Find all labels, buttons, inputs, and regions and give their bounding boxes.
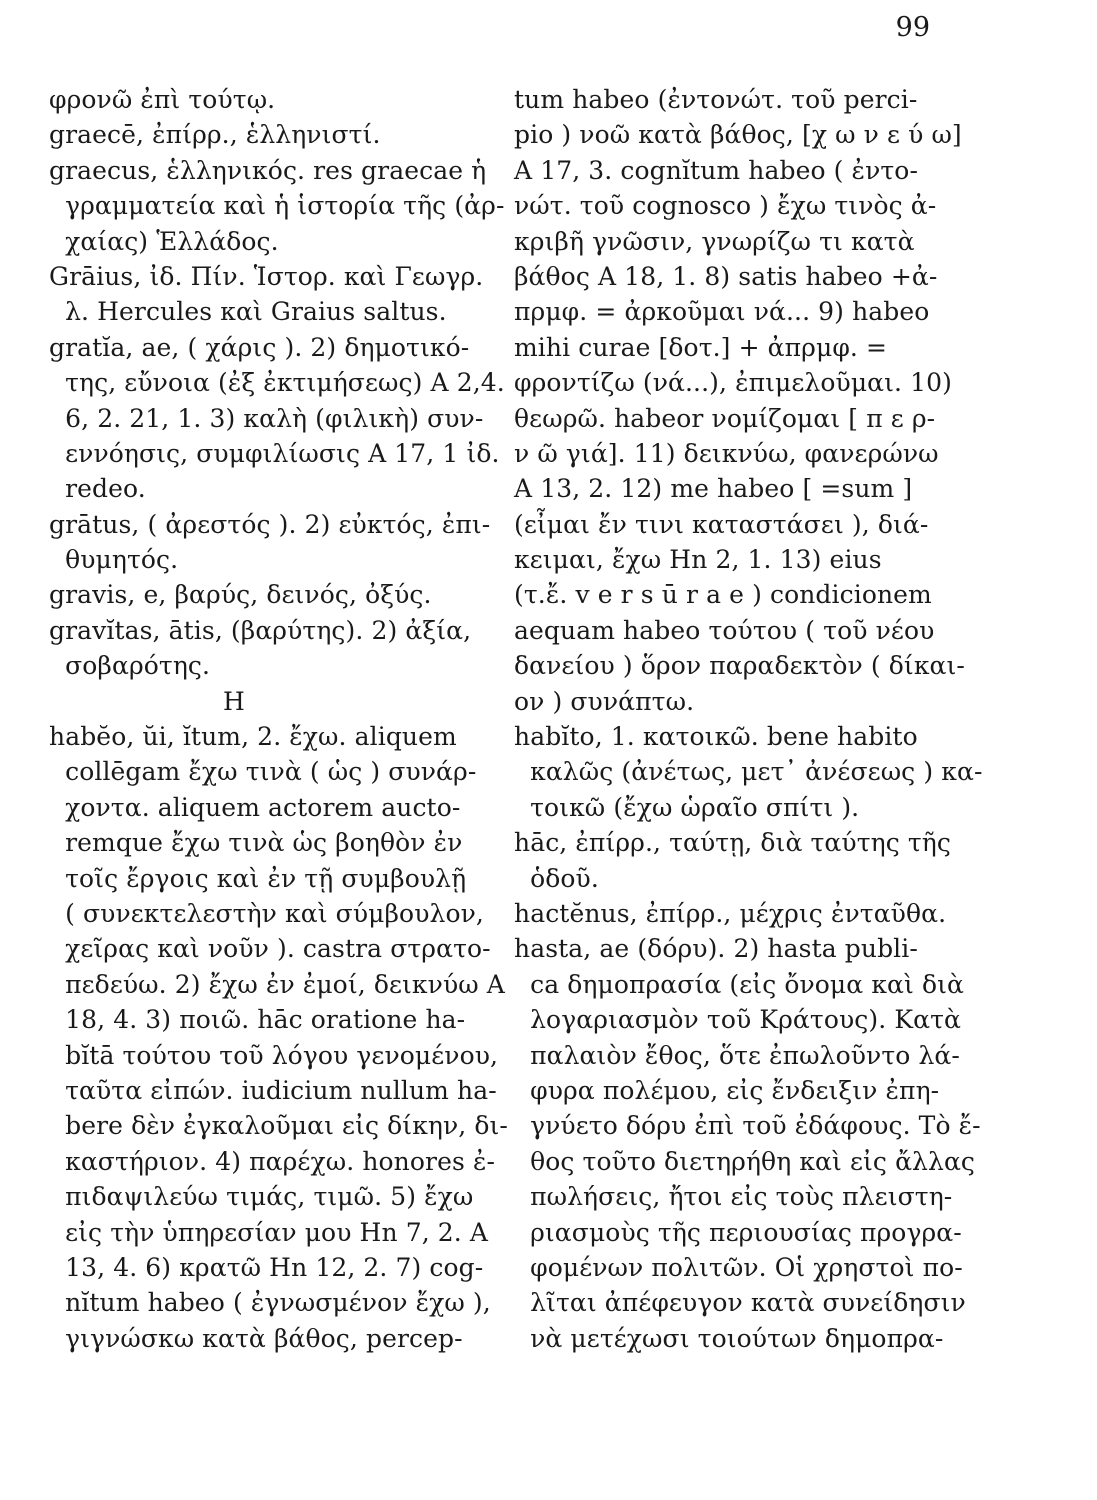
right-line: βάθος A 18, 1. 8) satis habeo +ἀ-	[514, 261, 938, 291]
right-line: tum habeo (ἐντονώτ. τοῦ perci-	[514, 85, 918, 114]
left-line: redeo.	[49, 474, 146, 504]
left-line: nĭtum habeo ( ἐγνωσμένον ἔχω ),	[49, 1288, 491, 1318]
right-line: φυρα πολέμου, εἰς ἔνδειξιν ἐπη-	[514, 1075, 940, 1105]
right-line: πωλήσεις, ἤτοι εἰς τοὺς πλειστη-	[514, 1182, 953, 1212]
left-line: εννόησις, συμφιλίωσις A 17, 1 ἰδ.	[49, 438, 500, 468]
right-line: aequam habeo τούτου ( τοῦ νέου	[514, 615, 935, 645]
left-line: λ. Hercules καὶ Graius saltus.	[49, 297, 447, 327]
right-line: hāc, ἐπίρρ., ταύτῃ, διὰ ταύτης τῆς	[514, 828, 951, 858]
right-line: πρμφ. = ἀρκοῦμαι νά... 9) habeo	[514, 297, 930, 327]
left-line: gratĭa, ae, ( χάρις ). 2) δημοτικό-	[49, 332, 470, 362]
right-column	[514, 82, 983, 1356]
left-line: bĭtā τούτου τοῦ λόγου γενομένου,	[49, 1040, 499, 1070]
right-line: δανείου ) ὅρον παραδεκτὸν ( δίκαι-	[514, 651, 965, 681]
left-line: φρονῶ ἐπὶ τούτῳ.	[49, 85, 276, 114]
left-line: καστήριον. 4) παρέχω. honores ἐ-	[49, 1146, 496, 1176]
left-line: gravis, e, βαρύς, δεινός, ὀξύς.	[49, 580, 432, 610]
right-line: (τ.ἔ. v e r s ū r a e ) condicionem	[514, 580, 932, 610]
left-line: τοῖς ἔργοις καὶ ἐν τῇ συμβουλῇ	[49, 863, 467, 893]
left-line: habĕo, ŭi, ĭtum, 2. ἔχω. aliquem	[49, 722, 457, 752]
right-line: hactĕnus, ἐπίρρ., μέχρις ἐνταῦθα.	[514, 898, 947, 928]
left-line: grātus, ( ἀρεστός ). 2) εὐκτός, ἐπι-	[49, 509, 491, 539]
left-column	[49, 82, 508, 1356]
right-line: τοικῶ (ἔχω ὡραῖο σπίτι ).	[514, 792, 860, 822]
right-line: καλῶς (ἀνέτως, μετ᾽ ἀνέσεως ) κα-	[514, 757, 983, 787]
right-line: λογαριασμὸν τοῦ Κράτους). Κατὰ	[514, 1005, 961, 1035]
right-line: ca δημοπρασία (εἰς ὄνομα καὶ διὰ	[514, 969, 965, 999]
right-line: ον ) συνάπτω.	[514, 686, 695, 716]
left-line: πιδαψιλεύω τιμάς, τιμῶ. 5) ἔχω	[49, 1182, 474, 1212]
left-line: εἰς τὴν ὑπηρεσίαν μου Hn 7, 2. A	[49, 1217, 489, 1247]
left-line: ταῦτα εἰπών. iudicium nullum ha-	[49, 1075, 497, 1105]
section-letter-heading: H	[223, 686, 245, 716]
left-line: collēgam ἔχω τινὰ ( ὡς ) συνάρ-	[49, 757, 477, 787]
left-line: χεῖρας καὶ νοῦν ). castra στρατο-	[49, 934, 491, 964]
right-line: λῖται ἀπέφευγον κατὰ συνείδησιν	[514, 1288, 966, 1318]
right-line: κριβῆ γνῶσιν, γνωρίζω τι κατὰ	[514, 226, 915, 256]
left-line: θυμητός.	[49, 545, 179, 575]
left-line: 18, 4. 3) ποιῶ. hāc oratione ha-	[49, 1005, 466, 1035]
left-line: χοντα. aliquem actorem aucto-	[49, 792, 461, 822]
right-line: ὁδοῦ.	[514, 863, 599, 893]
right-line: mihi curae [δοτ.] + ἀπρμφ. =	[514, 332, 888, 362]
right-line: θος τοῦτο διετηρήθη καὶ εἰς ἄλλας	[514, 1146, 976, 1176]
right-line: γνύετο δόρυ ἐπὶ τοῦ ἐδάφους. Τὸ ἔ-	[514, 1111, 981, 1141]
left-line: bere δὲν ἐγκαλοῦμαι εἰς δίκην, δι-	[49, 1111, 508, 1141]
left-line: σοβαρότης.	[49, 651, 211, 681]
right-line: ν ῶ γιά]. 11) δεικνύω, φανερώνω	[514, 438, 939, 468]
left-line: Grāius, ἰδ. Πίν. Ἱστορ. καὶ Γεωγρ.	[49, 261, 484, 291]
left-line: remque ἔχω τινὰ ὡς βοηθὸν ἐν	[49, 828, 463, 858]
left-line: graecus, ἑλληνικός. res graecae ἡ	[49, 155, 487, 185]
left-line: χαίας) Ἑλλάδος.	[49, 226, 279, 256]
right-line: παλαιὸν ἔθος, ὅτε ἐπωλοῦντο λά-	[514, 1040, 960, 1070]
page-number: 99	[895, 12, 930, 43]
left-line: 13, 4. 6) κρατῶ Hn 12, 2. 7) cog-	[49, 1252, 484, 1282]
right-line: habĭto, 1. κατοικῶ. bene habito	[514, 722, 918, 752]
left-line: της, εὔνοια (ἐξ ἐκτιμήσεως) A 2,4.	[49, 368, 505, 398]
right-line: κειμαι, ἔχω Hn 2, 1. 13) eius	[514, 545, 882, 575]
left-line: graecē, ἐπίρρ., ἑλληνιστί.	[49, 120, 381, 150]
left-line: πεδεύω. 2) ἔχω ἐν ἐμοί, δεικνύω A	[49, 969, 505, 999]
right-line: θεωρῶ. habeor νομίζομαι [ π ε ρ-	[514, 403, 936, 433]
left-line: 6, 2. 21, 1. 3) καλὴ (φιλικὴ) συν-	[49, 403, 484, 433]
right-line: pio ) νοῶ κατὰ βάθος, [χ ω ν ε ύ ω]	[514, 120, 962, 150]
right-line: νὰ μετέχωσι τοιούτων δημοπρα-	[514, 1323, 944, 1353]
right-line: hasta, ae (δόρυ). 2) hasta publi-	[514, 934, 918, 964]
right-line: νώτ. τοῦ cognosco ) ἔχω τινὸς ἀ-	[514, 191, 937, 221]
right-line: (εἶμαι ἔν τινι καταστάσει ), διά-	[514, 509, 929, 539]
right-line: A 17, 3. cognĭtum habeo ( ἐντο-	[514, 155, 919, 185]
left-line: ( συνεκτελεστὴν καὶ σύμβουλον,	[49, 898, 484, 928]
right-line: φομένων πολιτῶν. Οἱ χρηστοὶ πο-	[514, 1252, 963, 1282]
right-line: φροντίζω (νά...), ἐπιμελοῦμαι. 10)	[514, 368, 953, 398]
left-line: gravĭtas, ātis, (βαρύτης). 2) ἀξία,	[49, 615, 472, 645]
right-line: A 13, 2. 12) me habeo [ =sum ]	[514, 474, 913, 504]
left-line: γιγνώσκω κατὰ βάθος, percep-	[49, 1323, 463, 1353]
right-line: ριασμοὺς τῆς περιουσίας προγρα-	[514, 1217, 962, 1247]
left-line: γραμματεία καὶ ἡ ἱστορία τῆς (ἀρ-	[49, 191, 505, 221]
